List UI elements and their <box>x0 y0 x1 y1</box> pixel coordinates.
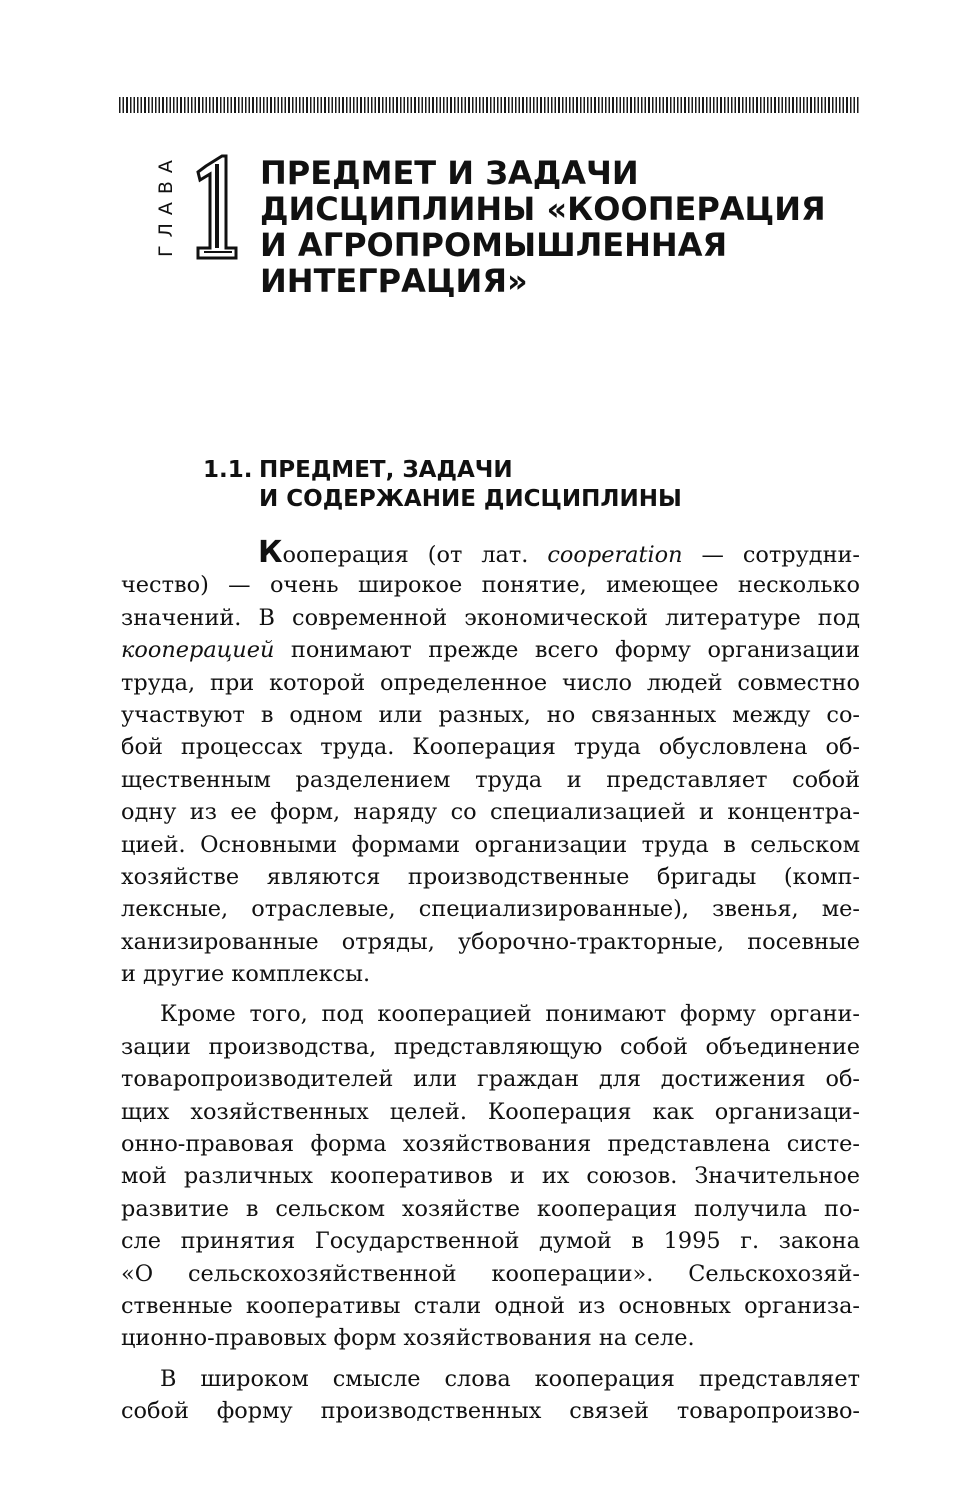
chapter-title-line: ИНТЕГРАЦИЯ» <box>260 262 528 300</box>
text-line: ционно-правовых форм хозяйствования на селе. <box>121 1325 695 1352</box>
paragraph <box>121 1363 860 1428</box>
text-line: онно-правовая форма хозяйствования представлена систе- <box>121 1131 860 1158</box>
drop-cap: К <box>258 535 283 570</box>
chapter-number-glyph <box>188 152 240 260</box>
text-line: мой различных кооперативов и их союзов. Значительное <box>121 1163 860 1190</box>
chapter-label: ГЛАВА <box>155 152 177 257</box>
section-title-line: ПРЕДМЕТ, ЗАДАЧИ <box>259 457 513 483</box>
text-line: Кооперация (от лат. cooperation — сотрудни- <box>258 535 860 570</box>
text-line: щих хозяйственных целей. Кооперация как организаци- <box>121 1098 860 1125</box>
text-line: цией. Основными формами организации труда в сельском <box>121 831 860 858</box>
text-line: бой процессах труда. Кооперация труда обусловлена об- <box>121 734 860 761</box>
text-line: лексные, отраслевые, специализированные), звенья, ме- <box>121 896 860 923</box>
text-line: и другие комплексы. <box>121 961 371 988</box>
text-line: собой форму производственных связей товаропроизво- <box>121 1398 860 1425</box>
text-line: Кроме того, под кооперацией понимают форму органи- <box>160 1001 860 1028</box>
paragraph <box>121 998 860 1354</box>
text-line: труда, при которой определенное число людей совместно <box>121 669 860 696</box>
text-line: одну из ее форм, наряду со специализацией и концентра- <box>121 799 860 826</box>
body-text <box>121 537 860 1428</box>
text-line: ханизированные отряды, уборочно-тракторные, посевные <box>121 928 860 955</box>
text-line: щественным разделением труда и представляет собой <box>121 766 860 793</box>
text-line: сле принятия Государственной думой в 1995 г. закона <box>121 1228 860 1255</box>
chapter-title-line: ДИСЦИПЛИНЫ «КООПЕРАЦИЯ <box>260 190 826 228</box>
chapter-title-line: И АГРОПРОМЫШЛЕННАЯ <box>260 226 728 264</box>
text-line: значений. В современной экономической литературе под <box>121 604 860 631</box>
paragraph <box>121 537 860 990</box>
top-decorative-rule <box>119 97 860 113</box>
text-line: хозяйстве являются производственные бригады (комп- <box>121 863 860 890</box>
text-line: кооперацией понимают прежде всего форму организации <box>121 637 860 664</box>
text-line: чество) — очень широкое понятие, имеющее несколько <box>121 572 860 599</box>
text-line: зации производства, представляющую собой объединение <box>121 1033 860 1060</box>
chapter-title-line: ПРЕДМЕТ И ЗАДАЧИ <box>260 154 639 192</box>
chapter-title <box>260 155 860 299</box>
text-line: участвуют в одном или разных, но связанных между со- <box>121 701 860 728</box>
section-title-line: И СОДЕРЖАНИЕ ДИСЦИПЛИНЫ <box>259 486 682 512</box>
section-title <box>203 456 682 514</box>
section-number: 1.1. <box>203 457 253 483</box>
text-line: «О сельскохозяйственной кооперации». Сельскохозяй- <box>121 1260 860 1287</box>
text-line: ственные кооперативы стали одной из основных организа- <box>121 1292 860 1319</box>
text-line: развитие в сельском хозяйстве кооперация получила по- <box>121 1195 860 1222</box>
text-line: товаропроизводителей или граждан для достижения об- <box>121 1066 860 1093</box>
text-line: В широком смысле слова кооперация представляет <box>160 1365 860 1392</box>
